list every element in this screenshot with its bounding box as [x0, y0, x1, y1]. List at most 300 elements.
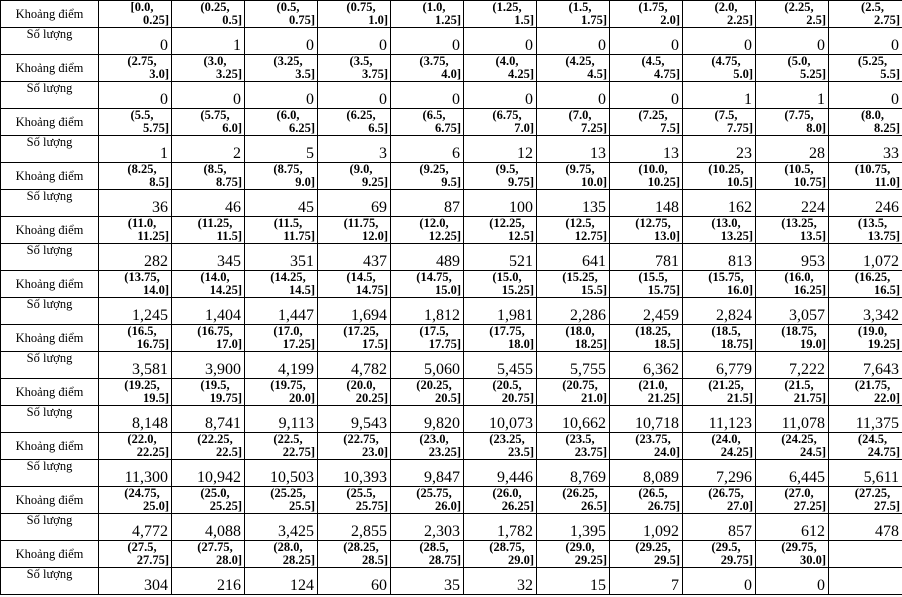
- range-upper-bound: 25.75]: [355, 499, 388, 513]
- range-lower-bound: (22.75,: [343, 432, 379, 446]
- range-lower-bound: (26.75,: [708, 486, 744, 500]
- count-cell: 2,303: [391, 514, 464, 541]
- range-upper-bound: 7.5]: [660, 121, 680, 135]
- score-range-cell: [756, 487, 829, 514]
- range-upper-bound: 10.0]: [580, 175, 607, 189]
- count-cell: 10,503: [245, 460, 318, 487]
- count-cell: 10,393: [318, 460, 391, 487]
- count-cell: 521: [464, 244, 537, 271]
- count-cell: 489: [391, 244, 464, 271]
- range-upper-bound: 21.5]: [726, 391, 753, 405]
- count-cell: 5,611: [829, 460, 902, 487]
- range-lower-bound: (13.0,: [711, 216, 741, 230]
- range-lower-bound: (1.0,: [422, 0, 446, 14]
- range-lower-bound: (27.5,: [127, 540, 157, 554]
- score-range-cell: [756, 55, 829, 82]
- range-lower-bound: (1.75,: [638, 0, 668, 14]
- score-range-row: [1, 433, 902, 460]
- range-upper-bound: 29.0]: [507, 553, 534, 567]
- range-lower-bound: (3.75,: [419, 54, 449, 68]
- range-lower-bound: (6.0,: [276, 108, 300, 122]
- count-cell: 5,060: [391, 352, 464, 379]
- count-cell: 1,092: [610, 514, 683, 541]
- count-cell: 4,782: [318, 352, 391, 379]
- count-cell: 6,445: [756, 460, 829, 487]
- score-range-cell: [756, 217, 829, 244]
- count-cell: 437: [318, 244, 391, 271]
- count-cell: 9,847: [391, 460, 464, 487]
- range-upper-bound: 3.5]: [295, 67, 315, 81]
- range-upper-bound: 11.25]: [137, 229, 169, 243]
- score-range-label: Khoảng điểm: [1, 379, 99, 406]
- range-upper-bound: 8.25]: [873, 121, 900, 135]
- range-upper-bound: 9.75]: [507, 175, 534, 189]
- range-lower-bound: (6.25,: [346, 108, 376, 122]
- score-range-cell: [610, 433, 683, 460]
- range-upper-bound: 11.5]: [216, 229, 242, 243]
- count-cell: 224: [756, 190, 829, 217]
- range-lower-bound: (14.5,: [346, 270, 376, 284]
- range-lower-bound: (21.25,: [708, 378, 744, 392]
- count-cell: 46: [172, 190, 245, 217]
- count-cell: 0: [99, 28, 172, 55]
- score-range-cell: [318, 541, 391, 568]
- range-upper-bound: 1.25]: [434, 13, 461, 27]
- range-upper-bound: 8.75]: [215, 175, 242, 189]
- range-lower-bound: (25.0,: [200, 486, 230, 500]
- count-cell: 216: [172, 568, 245, 595]
- count-cell: 3: [318, 136, 391, 163]
- range-upper-bound: 16.25]: [793, 283, 826, 297]
- range-upper-bound: 1.75]: [580, 13, 607, 27]
- count-row: [1, 568, 902, 595]
- range-upper-bound: 24.0]: [653, 445, 680, 459]
- score-range-row: [1, 163, 902, 190]
- range-upper-bound: 18.25]: [574, 337, 607, 351]
- count-cell: 0: [464, 28, 537, 55]
- range-upper-bound: 27.0]: [726, 499, 753, 513]
- score-range-cell: [99, 541, 172, 568]
- count-cell: 13: [537, 136, 610, 163]
- score-range-cell: [391, 217, 464, 244]
- range-lower-bound: (27.75,: [197, 540, 233, 554]
- range-upper-bound: 19.25]: [867, 337, 900, 351]
- range-upper-bound: 23.0]: [361, 445, 388, 459]
- range-lower-bound: (9.75,: [565, 162, 595, 176]
- count-cell: 9,446: [464, 460, 537, 487]
- count-cell: 2,855: [318, 514, 391, 541]
- range-lower-bound: (5.75,: [200, 108, 230, 122]
- range-lower-bound: (25.75,: [416, 486, 452, 500]
- range-lower-bound: (4.75,: [711, 54, 741, 68]
- score-range-row: [1, 325, 902, 352]
- range-upper-bound: 22.5]: [215, 445, 242, 459]
- range-upper-bound: 8.0]: [806, 121, 826, 135]
- count-cell: 8,089: [610, 460, 683, 487]
- range-upper-bound: 26.5]: [580, 499, 607, 513]
- count-cell: 12: [464, 136, 537, 163]
- count-label: Số lượng: [1, 82, 99, 109]
- range-lower-bound: (4.25,: [565, 54, 595, 68]
- count-cell: 6: [391, 136, 464, 163]
- range-lower-bound: (10.5,: [784, 162, 814, 176]
- score-range-cell: [829, 163, 902, 190]
- range-lower-bound: (28.25,: [343, 540, 379, 554]
- range-upper-bound: 20.25]: [355, 391, 388, 405]
- score-range-cell: [829, 55, 902, 82]
- range-lower-bound: (18.5,: [711, 324, 741, 338]
- score-range-label: Khoảng điểm: [1, 541, 99, 568]
- score-range-cell: [318, 271, 391, 298]
- count-cell: 1,981: [464, 298, 537, 325]
- score-range-cell: [172, 325, 245, 352]
- score-range-cell: [172, 433, 245, 460]
- range-lower-bound: (19.0,: [857, 324, 888, 338]
- score-range-cell: [318, 325, 391, 352]
- range-lower-bound: (9.5,: [495, 162, 519, 176]
- range-lower-bound: (10.25,: [708, 162, 744, 176]
- count-cell: 1,072: [829, 244, 902, 271]
- range-lower-bound: (13.5,: [857, 216, 888, 230]
- range-lower-bound: (28.5,: [419, 540, 449, 554]
- score-range-cell: [464, 325, 537, 352]
- range-upper-bound: 10.25]: [647, 175, 680, 189]
- score-range-label: Khoảng điểm: [1, 271, 99, 298]
- score-range-cell: [99, 1, 172, 28]
- range-upper-bound: 24.25]: [720, 445, 753, 459]
- score-range-cell: [99, 217, 172, 244]
- count-cell: 162: [683, 190, 756, 217]
- count-cell: 0: [537, 28, 610, 55]
- range-lower-bound: (4.0,: [495, 54, 519, 68]
- score-range-cell: [537, 217, 610, 244]
- range-upper-bound: 26.75]: [647, 499, 680, 513]
- score-range-row: [1, 379, 902, 406]
- range-lower-bound: (20.5,: [492, 378, 522, 392]
- count-cell: 813: [683, 244, 756, 271]
- range-upper-bound: 12.25]: [428, 229, 461, 243]
- range-upper-bound: 2.25]: [726, 13, 753, 27]
- range-upper-bound: 5.25]: [799, 67, 826, 81]
- range-lower-bound: (19.25,: [124, 378, 160, 392]
- score-range-row: [1, 487, 902, 514]
- count-cell: 1,694: [318, 298, 391, 325]
- range-lower-bound: (17.75,: [489, 324, 525, 338]
- count-cell: 8,769: [537, 460, 610, 487]
- range-upper-bound: 28.0]: [215, 553, 242, 567]
- count-cell: 4,088: [172, 514, 245, 541]
- count-cell: 478: [829, 514, 902, 541]
- score-range-cell: [829, 325, 902, 352]
- count-cell: 0: [537, 82, 610, 109]
- range-upper-bound: 16.0]: [726, 283, 753, 297]
- score-range-label: Khoảng điểm: [1, 433, 99, 460]
- range-upper-bound: 16.75]: [136, 337, 169, 351]
- range-upper-bound: 10.75]: [793, 175, 826, 189]
- count-cell: 0: [756, 568, 829, 595]
- range-lower-bound: (23.5,: [565, 432, 595, 446]
- score-range-cell: [318, 109, 391, 136]
- range-lower-bound: (1.5,: [568, 0, 592, 14]
- range-lower-bound: (2.5,: [861, 0, 884, 14]
- count-cell: 135: [537, 190, 610, 217]
- range-lower-bound: (27.0,: [784, 486, 814, 500]
- range-lower-bound: (21.5,: [784, 378, 814, 392]
- count-cell: 0: [245, 82, 318, 109]
- score-range-cell: [99, 325, 172, 352]
- range-lower-bound: (28.0,: [273, 540, 303, 554]
- range-lower-bound: (22.5,: [273, 432, 303, 446]
- range-lower-bound: (12.25,: [489, 216, 525, 230]
- range-upper-bound: 2.0]: [660, 13, 680, 27]
- score-range-cell: [245, 271, 318, 298]
- score-range-cell: [245, 217, 318, 244]
- range-lower-bound: (8.0,: [861, 108, 884, 122]
- score-range-cell: [99, 379, 172, 406]
- range-upper-bound: 23.5]: [507, 445, 534, 459]
- score-range-cell: [829, 379, 902, 406]
- range-upper-bound: 4.25]: [507, 67, 534, 81]
- score-range-cell: [683, 1, 756, 28]
- range-upper-bound: 20.75]: [501, 391, 534, 405]
- score-range-cell: [756, 1, 829, 28]
- range-upper-bound: 3.0]: [149, 67, 169, 81]
- count-cell: 5,755: [537, 352, 610, 379]
- range-lower-bound: (6.75,: [492, 108, 522, 122]
- count-label: Số lượng: [1, 190, 99, 217]
- range-upper-bound: 6.25]: [288, 121, 315, 135]
- score-range-cell: [537, 163, 610, 190]
- score-range-row: [1, 109, 902, 136]
- range-lower-bound: (25.5,: [346, 486, 376, 500]
- count-cell: 4,772: [99, 514, 172, 541]
- count-cell: 0: [829, 82, 902, 109]
- score-range-cell: [464, 55, 537, 82]
- score-range-cell: [391, 541, 464, 568]
- count-cell: 0: [610, 82, 683, 109]
- score-range-cell: [756, 163, 829, 190]
- score-range-cell: [464, 433, 537, 460]
- range-lower-bound: (8.5,: [203, 162, 227, 176]
- score-range-label: Khoảng điểm: [1, 325, 99, 352]
- range-lower-bound: (14.75,: [416, 270, 452, 284]
- count-cell: 13: [610, 136, 683, 163]
- range-upper-bound: 28.75]: [428, 553, 461, 567]
- count-cell: 246: [829, 190, 902, 217]
- range-upper-bound: 17.5]: [361, 337, 388, 351]
- count-cell: 10,073: [464, 406, 537, 433]
- score-range-cell: [318, 163, 391, 190]
- score-range-cell: [172, 541, 245, 568]
- range-upper-bound: 3.75]: [361, 67, 388, 81]
- range-lower-bound: (7.5,: [714, 108, 738, 122]
- score-range-cell: [756, 379, 829, 406]
- score-range-cell: [318, 217, 391, 244]
- range-upper-bound: 13.25]: [720, 229, 753, 243]
- range-lower-bound: (8.25,: [127, 162, 157, 176]
- range-upper-bound: 6.0]: [222, 121, 242, 135]
- score-range-cell: [391, 433, 464, 460]
- count-cell: 1,812: [391, 298, 464, 325]
- score-range-cell: [464, 163, 537, 190]
- score-range-cell: [391, 55, 464, 82]
- score-range-cell: [172, 1, 245, 28]
- range-upper-bound: 24.5]: [799, 445, 826, 459]
- score-range-cell: [99, 109, 172, 136]
- score-range-cell: [683, 217, 756, 244]
- count-cell: 1,245: [99, 298, 172, 325]
- score-range-cell: [537, 109, 610, 136]
- score-range-cell: [245, 325, 318, 352]
- count-cell: 11,375: [829, 406, 902, 433]
- count-cell: 32: [464, 568, 537, 595]
- range-lower-bound: (26.25,: [562, 486, 598, 500]
- range-upper-bound: 25.5]: [288, 499, 315, 513]
- score-range-cell: [610, 325, 683, 352]
- range-upper-bound: 7.25]: [580, 121, 607, 135]
- count-cell: 0: [683, 28, 756, 55]
- range-lower-bound: (15.0,: [492, 270, 522, 284]
- score-range-cell: [245, 109, 318, 136]
- range-upper-bound: 10.5]: [726, 175, 753, 189]
- range-lower-bound: (23.0,: [419, 432, 449, 446]
- score-range-cell: [683, 55, 756, 82]
- range-upper-bound: 5.5]: [880, 67, 900, 81]
- range-upper-bound: 13.0]: [653, 229, 680, 243]
- score-range-label: Khoảng điểm: [1, 1, 99, 28]
- range-upper-bound: 5.75]: [142, 121, 169, 135]
- count-cell: 1,447: [245, 298, 318, 325]
- score-range-cell: [464, 217, 537, 244]
- count-row: [1, 136, 902, 163]
- range-upper-bound: 0.75]: [288, 13, 315, 27]
- count-label: Số lượng: [1, 352, 99, 379]
- count-cell: 9,113: [245, 406, 318, 433]
- range-lower-bound: (24.25,: [781, 432, 817, 446]
- score-range-cell: [391, 1, 464, 28]
- score-range-cell: [829, 109, 902, 136]
- count-cell: 10,942: [172, 460, 245, 487]
- score-range-cell: [245, 433, 318, 460]
- count-cell: 148: [610, 190, 683, 217]
- score-range-cell: [683, 325, 756, 352]
- score-range-cell: [537, 271, 610, 298]
- score-range-cell: [99, 271, 172, 298]
- range-lower-bound: (27.25,: [854, 486, 891, 500]
- range-lower-bound: (24.75,: [124, 486, 160, 500]
- range-lower-bound: (20.0,: [346, 378, 376, 392]
- range-upper-bound: 9.25]: [361, 175, 388, 189]
- score-range-cell: [610, 1, 683, 28]
- range-lower-bound: (0.75,: [346, 0, 376, 14]
- range-upper-bound: 23.25]: [428, 445, 461, 459]
- range-lower-bound: (17.5,: [419, 324, 449, 338]
- count-cell: 3,057: [756, 298, 829, 325]
- count-cell: 33: [829, 136, 902, 163]
- score-range-cell: [829, 433, 902, 460]
- score-range-cell: [318, 487, 391, 514]
- count-label: Số lượng: [1, 136, 99, 163]
- range-upper-bound: 20.5]: [434, 391, 461, 405]
- range-upper-bound: 7.75]: [726, 121, 753, 135]
- range-upper-bound: 25.25]: [209, 499, 242, 513]
- range-lower-bound: (10.75,: [854, 162, 891, 176]
- range-lower-bound: (12.0,: [419, 216, 449, 230]
- count-cell: 2: [172, 136, 245, 163]
- range-lower-bound: (24.0,: [711, 432, 741, 446]
- count-cell: 2,824: [683, 298, 756, 325]
- range-upper-bound: 5.0]: [733, 67, 753, 81]
- count-cell: 351: [245, 244, 318, 271]
- count-cell: 35: [391, 568, 464, 595]
- range-upper-bound: 27.5]: [873, 499, 900, 513]
- score-range-cell: [245, 163, 318, 190]
- count-row: [1, 28, 902, 55]
- range-lower-bound: (15.25,: [562, 270, 598, 284]
- range-lower-bound: [0.0,: [130, 0, 154, 14]
- range-lower-bound: (19.75,: [270, 378, 306, 392]
- count-cell: 0: [391, 82, 464, 109]
- range-upper-bound: 19.0]: [799, 337, 826, 351]
- score-range-cell: [99, 55, 172, 82]
- range-upper-bound: 1.0]: [368, 13, 388, 27]
- count-cell: 0: [99, 82, 172, 109]
- range-upper-bound: 13.5]: [799, 229, 826, 243]
- count-cell: 8,148: [99, 406, 172, 433]
- count-cell: 60: [318, 568, 391, 595]
- score-range-cell: [683, 163, 756, 190]
- score-range-cell: [172, 163, 245, 190]
- count-label: Số lượng: [1, 514, 99, 541]
- score-range-cell: [610, 271, 683, 298]
- score-range-cell: [245, 55, 318, 82]
- range-upper-bound: 16.5]: [873, 283, 900, 297]
- range-lower-bound: (15.5,: [638, 270, 668, 284]
- score-range-row: [1, 541, 902, 568]
- score-range-row: [1, 1, 902, 28]
- count-cell: 124: [245, 568, 318, 595]
- range-lower-bound: (21.75,: [854, 378, 891, 392]
- range-lower-bound: (12.5,: [565, 216, 595, 230]
- range-upper-bound: 20.0]: [288, 391, 315, 405]
- score-range-row: [1, 271, 902, 298]
- range-upper-bound: 21.25]: [647, 391, 680, 405]
- range-upper-bound: 4.0]: [441, 67, 461, 81]
- range-upper-bound: 7.0]: [514, 121, 534, 135]
- score-range-cell: [683, 541, 756, 568]
- count-cell: 100: [464, 190, 537, 217]
- range-upper-bound: 18.5]: [653, 337, 680, 351]
- score-range-cell: [537, 55, 610, 82]
- range-lower-bound: (19.5,: [200, 378, 230, 392]
- count-label: Số lượng: [1, 406, 99, 433]
- count-cell: 1: [683, 82, 756, 109]
- score-range-cell: [391, 163, 464, 190]
- count-cell: 953: [756, 244, 829, 271]
- range-lower-bound: (11.75,: [343, 216, 379, 230]
- score-range-cell: [610, 217, 683, 244]
- score-range-cell: [683, 271, 756, 298]
- range-lower-bound: (15.75,: [708, 270, 744, 284]
- range-lower-bound: (11.25,: [197, 216, 233, 230]
- range-lower-bound: (16.5,: [127, 324, 157, 338]
- score-range-cell: [610, 163, 683, 190]
- score-range-cell: [464, 379, 537, 406]
- score-range-cell: [683, 487, 756, 514]
- range-lower-bound: (3.25,: [273, 54, 303, 68]
- count-cell: 9,543: [318, 406, 391, 433]
- count-cell: 641: [537, 244, 610, 271]
